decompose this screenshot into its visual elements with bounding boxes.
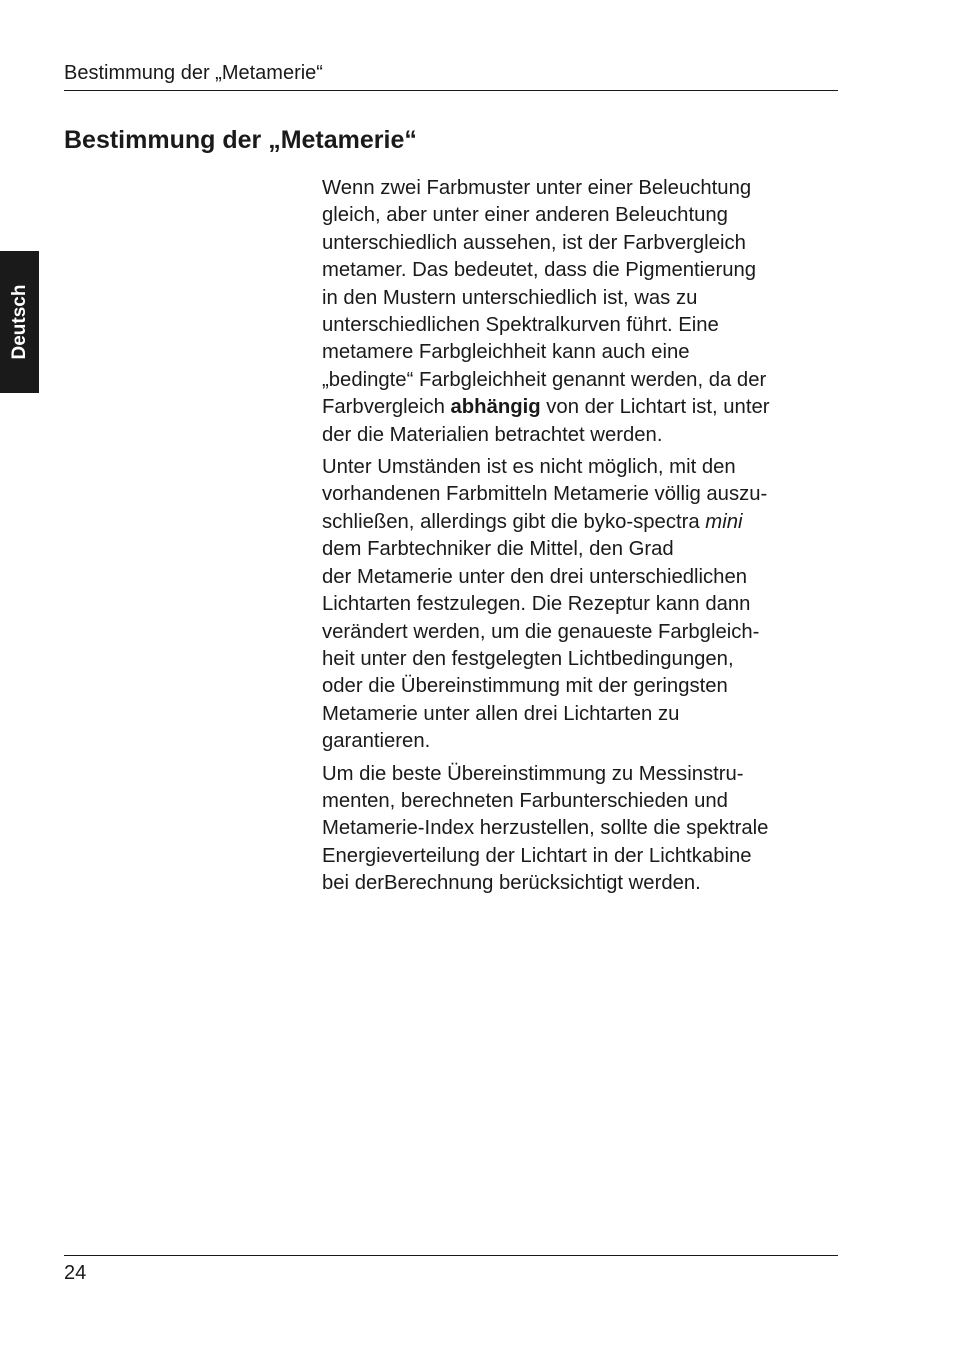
footer-rule: [64, 1255, 838, 1256]
text-fragment: von der Lichtart ist, unter: [540, 396, 770, 419]
paragraph-2: [322, 454, 838, 755]
language-tab-label: Deutsch: [8, 284, 30, 360]
text-line: unterschiedlich aussehen, ist der Farbvergleich: [322, 231, 746, 254]
text-line: in den Mustern unterschiedlich ist, was zu: [322, 286, 698, 309]
text-fragment: schließen, allerdings gibt die byko-spectra: [322, 510, 706, 533]
text-fragment: Farbvergleich: [322, 396, 451, 419]
language-tab: [0, 251, 39, 393]
page-number: 24: [64, 1262, 87, 1284]
text-line: Metamerie unter allen drei Lichtarten zu: [322, 702, 680, 725]
text-line: unterschiedlichen Spektralkurven führt. Eine: [322, 314, 719, 337]
text-line: gleich, aber unter einer anderen Beleuchtung: [322, 204, 728, 227]
page-title: Bestimmung der „Metamerie“: [64, 126, 417, 154]
text-line: metamere Farbgleichheit kann auch eine: [322, 341, 690, 364]
text-line: verändert werden, um die genaueste Farbgleich-: [322, 620, 760, 643]
text-line: Unter Umständen ist es nicht möglich, mit den: [322, 456, 736, 479]
text-line: „bedingte“ Farbgleichheit genannt werden, da der: [322, 368, 767, 391]
body-text: [322, 175, 838, 903]
text-line: garantieren.: [322, 730, 431, 753]
bold-emphasis: abhängig: [450, 396, 541, 419]
text-line: Lichtarten festzulegen. Die Rezeptur kann dann: [322, 593, 751, 616]
text-line: heit unter den festgelegten Lichtbedingungen,: [322, 647, 734, 670]
paragraph-1: [322, 175, 838, 449]
text-line: [322, 394, 838, 421]
running-header: Bestimmung der „Metamerie“: [64, 62, 323, 84]
text-line: menten, berechneten Farbunterschieden und: [322, 789, 728, 812]
product-name-italic: mini: [705, 510, 743, 533]
text-line: oder die Übereinstimmung mit der geringsten: [322, 675, 728, 698]
paragraph-3: [322, 761, 838, 898]
text-line: vorhandenen Farbmitteln Metamerie völlig auszu-: [322, 483, 768, 506]
header-rule: [64, 90, 838, 91]
text-line: [322, 509, 838, 536]
text-line: Wenn zwei Farbmuster unter einer Beleuchtung: [322, 177, 752, 199]
text-line: dem Farbtechniker die Mittel, den Grad: [322, 538, 674, 561]
text-line: Energieverteilung der Lichtart in der Lichtkabine: [322, 844, 752, 867]
text-line: der Metamerie unter den drei unterschiedlichen: [322, 565, 748, 588]
text-line: metamer. Das bedeutet, dass die Pigmentierung: [322, 259, 757, 282]
text-line: der die Materialien betrachtet werden.: [322, 423, 663, 446]
text-line: Um die beste Übereinstimmung zu Messinstru-: [322, 762, 744, 785]
text-line: bei derBerechnung berücksichtigt werden.: [322, 872, 701, 895]
text-line: Metamerie-Index herzustellen, sollte die spektrale: [322, 817, 769, 840]
